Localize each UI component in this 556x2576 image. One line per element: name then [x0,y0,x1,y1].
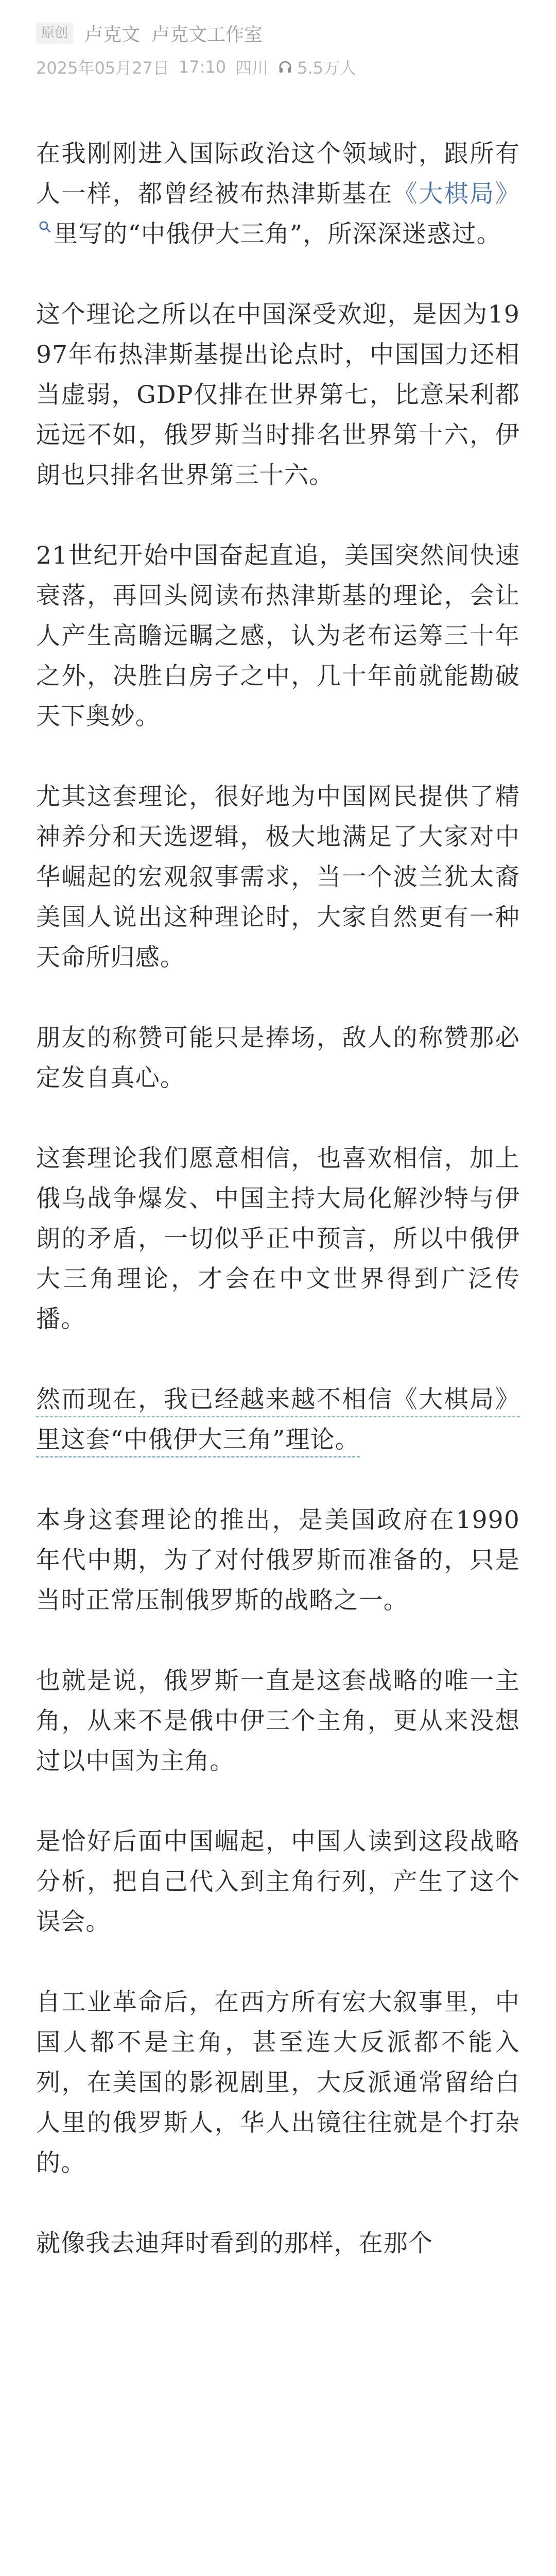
publish-time: 17:10 [178,57,227,77]
author-name[interactable]: 卢克文 [84,24,141,45]
paragraph-4: 尤其这套理论，很好地为中国网民提供了精神养分和天选逻辑，极大地满足了大家对中华崛起的宏观叙事需求，当一个波兰犹太裔美国人说出这种理论时，大家自然更有一种天命所归感。 [36,783,520,972]
highlighted-quote[interactable]: 然而现在，我已经越来越不相信《大棋局》里这套“中俄伊大三角”理论。 [36,1385,520,1458]
paragraph-7 [36,1380,520,1460]
publish-date: 2025年05月27日 [36,58,169,78]
paragraph-9: 也就是说，俄罗斯一直是这套战略的唯一主角，从来不是俄中伊三个主角，更从来没想过以中国为主角。 [36,1667,520,1775]
listen-count-value: 5.5万人 [297,58,357,78]
article-body [36,134,520,2264]
headphone-icon [277,59,293,75]
paragraph-2: 这个理论之所以在中国深受欢迎，是因为1997年布热津斯基提出论点时，中国国力还相当虚弱，GDP仅排在世界第七，比意呆利都远远不如，俄罗斯当时排名世界第十六，伊朗也只排名世界第三十六。 [36,300,520,489]
paragraph-11: 自工业革命后，在西方所有宏大叙事里，中国人都不是主角，甚至连大反派都不能入列，在美国的影视剧里，大反派通常留给白人里的俄罗斯人，华人出镜往往就是个打杂的。 [36,1988,520,2177]
search-icon[interactable] [38,220,51,233]
paragraph-1 [36,134,520,255]
paragraph-6: 这套理论我们愿意相信，也喜欢相信，加上俄乌战争爆发、中国主持大局化解沙特与伊朗的矛盾，一切似乎正中预言，所以中俄伊大三角理论，才会在中文世界得到广泛传播。 [36,1144,520,1333]
paragraph-12: 就像我去迪拜时看到的那样，在那个 [36,2229,433,2258]
original-badge: 原创 [36,22,73,44]
header-meta-row [36,56,520,78]
paragraph-3: 21世纪开始中国奋起直追，美国突然间快速衰落，再回头阅读布热津斯基的理论，会让人产生高瞻远瞩之感，认为老布运筹三十年之外，决胜白房子之中，几十年前就能勘破天下奥妙。 [36,541,520,731]
book-link[interactable]: 《大棋局》 [393,180,520,208]
paragraph-1-text-b: 里写的“中俄伊大三角”，所深深迷惑过。 [54,220,501,248]
studio-name[interactable]: 卢克文工作室 [151,24,263,45]
paragraph-10: 是恰好后面中国崛起，中国人读到这段战略分析，把自己代入到主角行列，产生了这个误会。 [36,1827,520,1936]
article-header [36,0,520,77]
paragraph-1-text-a: 在我刚刚进入国际政治这个领域时，跟所有人一样，都曾经被布热津斯基在 [36,140,520,208]
paragraph-8: 本身这套理论的推出，是美国政府在1990年代中期，为了对付俄罗斯而准备的，只是当时正常压制俄罗斯的战略之一。 [36,1506,520,1615]
publish-location: 四川 [235,58,269,78]
listen-count[interactable] [277,55,356,79]
paragraph-5: 朋友的称赞可能只是捧场，敌人的称赞那必定发自真心。 [36,1024,520,1092]
header-author-row [36,20,520,46]
